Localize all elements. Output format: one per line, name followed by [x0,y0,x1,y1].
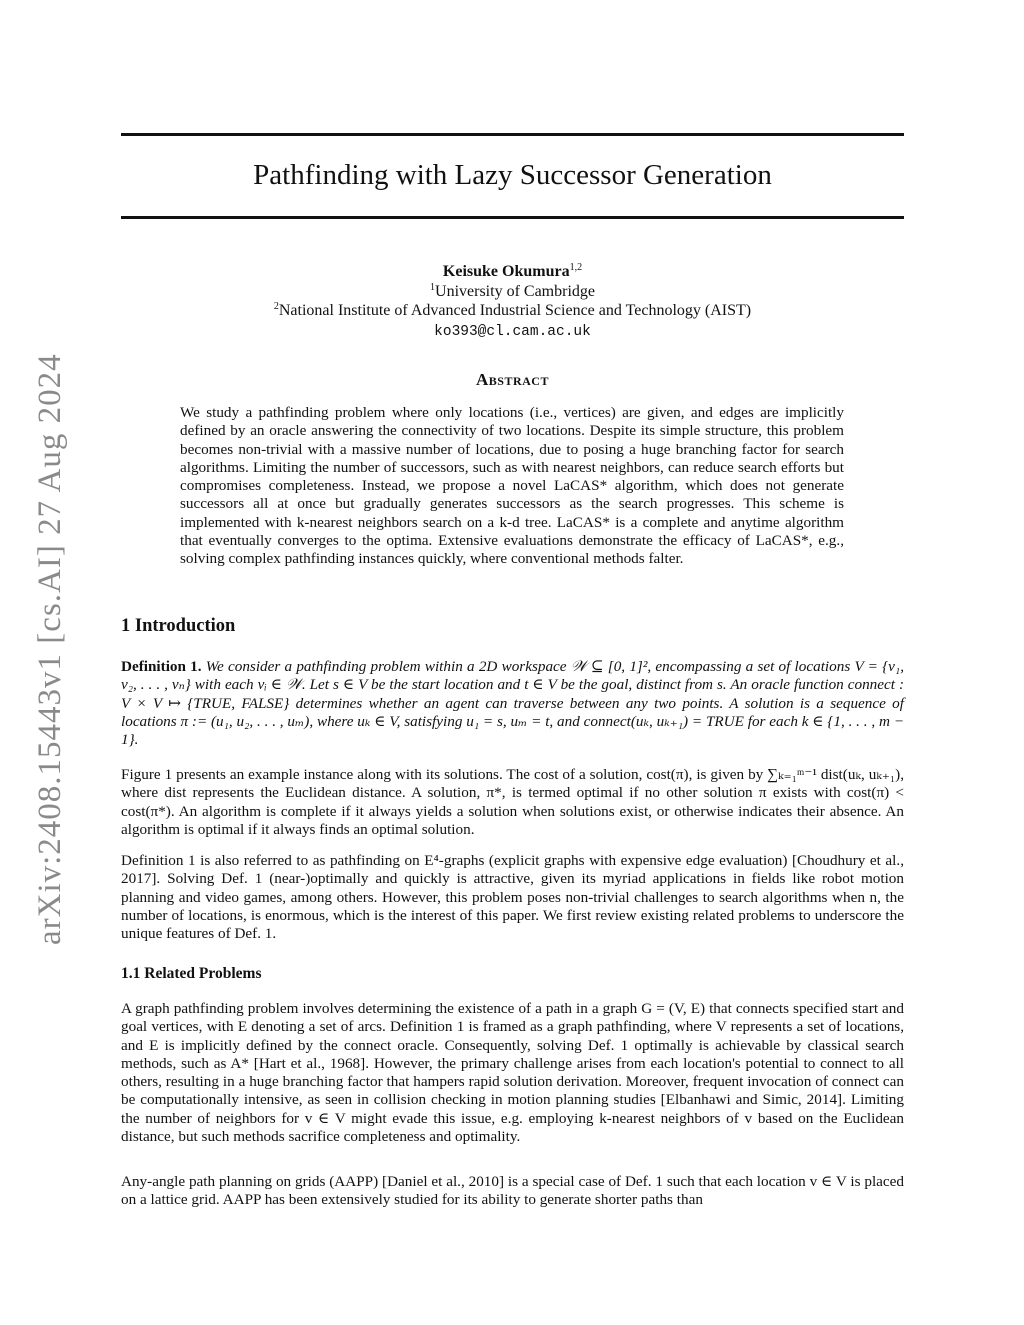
paragraph-aapp: Any-angle path planning on grids (AAPP) [Daniel et al., 2010] is a special case of Def. 1 such that each location v ∈ V is placed on a lattice grid. AAPP has been extensively studied for its ability to generate shorter paths than [121,1173,904,1209]
paragraph-graph-pathfinding: A graph pathfinding problem involves determining the existence of a path in a graph G = (V, E) that connects specified start and goal vertices, with E denoting a set of arcs. Definition 1 is framed as a graph pathfinding, where V represents a set of locations, and E is implicitly defined by the connect oracle. Consequently, solving Def. 1 optimally is achievable by classical search methods, such as A* [Hart et al., 1968]. However, the primary challenge arises from each location's potential to connect to all others, resulting in a huge branching factor that hampers rapid solution derivation. Moreover, frequent invocation of connect can be computationally intensive, as seen in collision checking in motion planning studies [Elbanhawi and Simic, 2014]. Limiting the number of neighbors for v ∈ V might evade this issue, e.g. employing k-nearest neighbors of v based on the Euclidean distance, but such methods sacrifice completeness and optimality. [121,1000,904,1146]
paragraph-e4-graphs: Definition 1 is also referred to as pathfinding on E⁴-graphs (explicit graphs with expensive edge evaluation) [Choudhury et al., 2017]. Solving Def. 1 (near-)optimally and quickly is attractive, given its myriad applications in fields like robot motion planning and video games, among others. However, this problem poses non-trivial challenges to search algorithms when n, the number of locations, is enormous, which is the interest of this paper. We first review existing related problems to underscore the unique features of Def. 1. [121,852,904,943]
subsection-heading-related-problems: 1.1 Related Problems [121,965,262,982]
title-rule-top [121,133,904,136]
abstract-heading: Abstract [476,370,549,389]
paper-title: Pathfinding with Lazy Successor Generation [253,159,772,191]
definition-1 [121,658,904,749]
arxiv-side-stamp: arXiv:2408.15443v1 [cs.AI] 27 Aug 2024 [32,353,68,945]
author-name: Keisuke Okumura [442,263,570,280]
affiliation-2-sup: 2 [273,301,279,312]
definition-label: Definition 1. [121,658,202,675]
author-email[interactable]: ko393@cl.cam.ac.uk [434,323,591,340]
author-block [121,262,904,342]
paragraph-costs: Figure 1 presents an example instance along with its solutions. The cost of a solution, cost(π), is given by ∑ₖ₌₁ᵐ⁻¹ dist(uₖ, uₖ₊₁), where dist represents the Euclidean distance. A solution, π*, is termed optimal if no other solution π exists with cost(π) < cost(π*). An algorithm is complete if it always yields a solution when solutions exist, or otherwise indicates their absence. An algorithm is optimal if it always finds an optimal solution. [121,766,904,838]
affiliation-1: University of Cambridge [435,282,595,300]
definition-text: We consider a pathfinding problem within a 2D workspace 𝒲 ⊆ [0, 1]², encompassing a set of locations V = {v₁, v₂, . . . , vₙ} with each vᵢ ∈ 𝒲. Let s ∈ V be the start location and t ∈ V be the goal, distinct from s. An oracle function connect : V × V ↦ {TRUE, FALSE} determines whether an agent can traverse between any two points. A solution is a sequence of locations π := (u₁, u₂, . . . , uₘ), where uₖ ∈ V, satisfying u₁ = s, uₘ = t, and connect(uₖ, uₖ₊₁) = TRUE for each k ∈ {1, . . . , m − 1}. [121,658,904,749]
section-heading-introduction: 1 Introduction [121,616,236,636]
abstract-body: We study a pathfinding problem where only locations (i.e., vertices) are given, and edges are implicitly defined by an oracle answering the connectivity of two locations. Despite its simple structure, this problem becomes non-trivial with a massive number of locations, due to posing a huge branching factor for search algorithms. Limiting the number of successors, such as with nearest neighbors, can reduce search efforts but compromises completeness. Instead, we propose a novel LaCAS* algorithm, which does not generate successors all at once but gradually generates successors as the search progresses. This scheme is implemented with k-nearest neighbors search on a k-d tree. LaCAS* is a complete and anytime algorithm that eventually converges to the optima. Extensive evaluations demonstrate the efficacy of LaCAS*, e.g., solving complex pathfinding instances quickly, where conventional methods falter. [180,404,844,568]
affiliation-1-sup: 1 [430,281,436,293]
author-name-sup: 1,2 [569,262,583,273]
title-rule-bottom [121,216,904,219]
affiliation-2: National Institute of Advanced Industrial Science and Technology (AIST) [278,302,752,319]
